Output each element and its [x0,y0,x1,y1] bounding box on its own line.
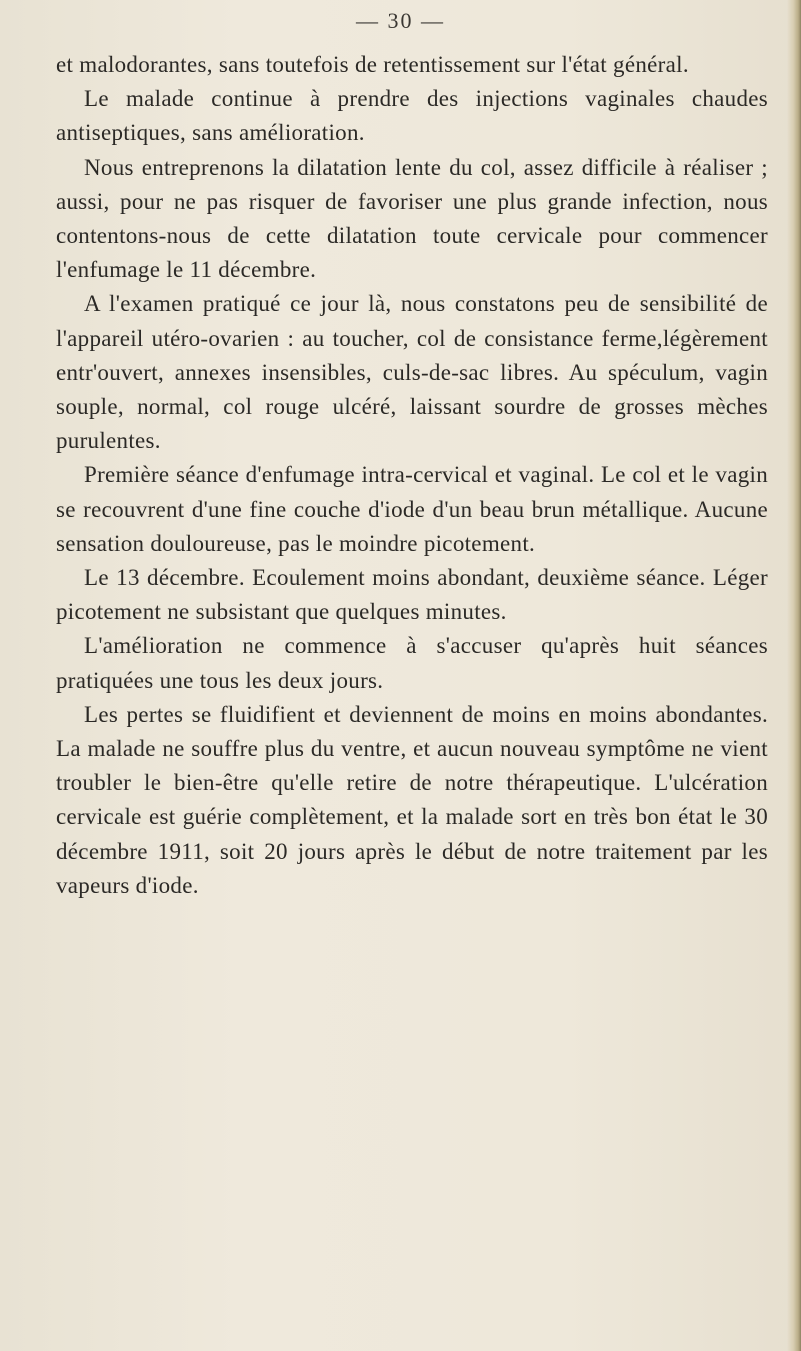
paragraph-8: Les pertes se fluidifient et deviennent de moins en moins abondantes. La malade ne souffre plus du ventre, et aucun nouveau symptôme ne vient troubler le bien-être qu'elle retire de notre thérapeutique. L'ulcération cervicale est guérie complètement, et la malade sort en très bon état le 30 décembre 1911, soit 20 jours après le début de notre traitement par les vapeurs d'iode. [56,701,768,898]
body-text [56,48,768,903]
page-number: — 30 — [356,8,445,33]
paragraph-5: Première séance d'enfumage intra-cervical et vaginal. Le col et le vagin se recouvrent d'une fine couche d'iode d'un beau brun métallique. Aucune sensation douloureuse, pas le moindre picotement. [56,462,768,556]
paragraph-3: Nous entreprenons la dilatation lente du col, assez difficile à réaliser ; aussi, pour ne pas risquer de favoriser une plus grande infection, nous contentons-nous de cette dilatation toute cervicale pour commencer l'enfumage le 11 décembre. [56,154,768,283]
paragraph-6: Le 13 décembre. Ecoulement moins abondant, deuxième séance. Léger picotement ne subsistant que quelques minutes. [56,565,768,625]
page-edge-shadow [787,0,801,1351]
paragraph-2: Le malade continue à prendre des injections vaginales chaudes antiseptiques, sans amélioration. [56,86,768,146]
paragraph-4: A l'examen pratiqué ce jour là, nous constatons peu de sensibilité de l'appareil utéro-ovarien : au toucher, col de consistance ferme,légèrement entr'ouvert, annexes insensibles, culs-de-sac libres. Au spéculum, vagin souple, normal, col rouge ulcéré, laissant sourdre de grosses mèches purulentes. [56,291,768,454]
paragraph-1: et malodorantes, sans toutefois de retentissement sur l'état général. [56,52,689,77]
paragraph-7: L'amélioration ne commence à s'accuser qu'après huit séances pratiquées une tous les deux jours. [56,633,768,693]
